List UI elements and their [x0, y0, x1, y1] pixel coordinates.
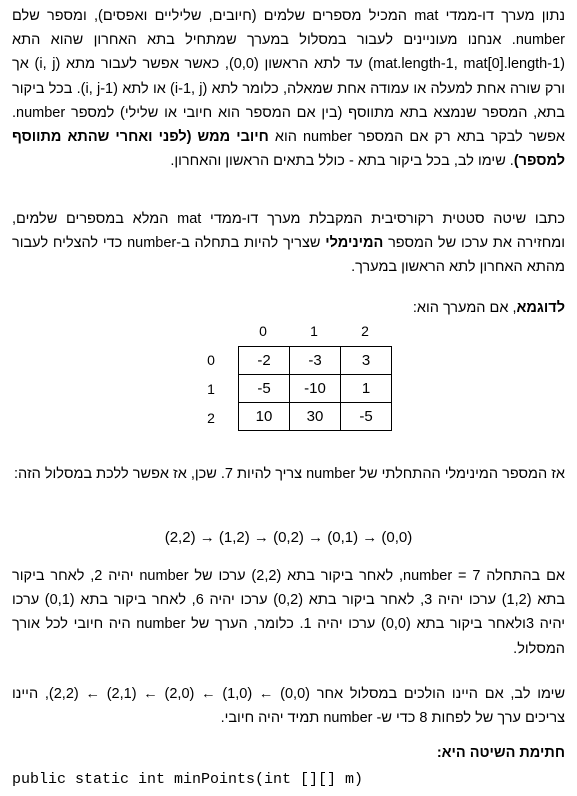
- example-label: [12, 296, 565, 320]
- matrix-cell: -10: [290, 375, 341, 403]
- column-header: 0: [259, 323, 267, 339]
- matrix-cell: -5: [239, 375, 290, 403]
- intro-end-text: . שימו לב, בכל ביקור בתא - כולל בתאים הראשון והאחרון.: [170, 153, 514, 170]
- result-paragraph: אז המספר המינימלי ההתחלתי של number צריך להיות 7. שכן, אז אפשר ללכת במסלול הזה:: [14, 466, 565, 482]
- example-label-bold: לדוגמא: [516, 300, 565, 316]
- matrix-row: [239, 375, 392, 403]
- intro-bold-text: חיובי ממש (לפני ואחרי שהתא מתווסף למספר): [12, 129, 565, 170]
- matrix-cell: -2: [239, 347, 290, 375]
- intro-paragraph: [12, 4, 565, 173]
- task-bold-text: המינימלי: [325, 235, 384, 252]
- row-header: 1: [207, 381, 215, 397]
- path-formula: (2,2) → (1,2) → (0,2) → (0,1) → (0,0): [164, 529, 413, 546]
- row-header: 2: [207, 410, 215, 426]
- task-text: כתבו שיטה סטטית רקורסיבית המקבלת מערך דו-ממדי mat המלא במספרים שלמים, ומחזירה את ערכו של המספר: [12, 211, 565, 252]
- matrix-cell: 1: [341, 375, 392, 403]
- matrix-row: [239, 403, 392, 431]
- example-label-rest: , אם המערך הוא:: [412, 300, 517, 316]
- note-paragraph: שימו לב, אם היינו הולכים במסלול אחר (0,0) ← (1,0) ← (2,0) ← (2,1) ← (2,2), היינו צריכים ערך של לפחות 8 כדי ש- number תמיד יהיה חיובי.: [12, 686, 566, 727]
- intro-text: נתון מערך דו-ממדי mat המכיל מספרים שלמים (חיובים, שליליים ואפסים), ומספר שלם number. אנחנו מעוניינים לעבור במסלול במערך שמתחיל בתא האחרון שהוא התא (mat.length-1, mat[0].length-1) עד לתא הראשון (0,0), כאשר אפשר לעבור מתא (i, j) אך ורק שורה אחת למעלה או עמודה אחת שמאלה, כלומר לתא (i-1, j) או לתא (i, j-1). בכל ביקור בתא, המספר שנמצא בתא מתווסף (בין אם המספר הוא חיובי או שלילי) למספר number. אפשר לבקר בתא רק אם המספר number הוא: [12, 8, 566, 146]
- matrix-cell: 30: [290, 403, 341, 431]
- matrix-cell: 3: [341, 347, 392, 375]
- example-matrix: [238, 346, 392, 431]
- matrix-cell: -5: [341, 403, 392, 431]
- signature-label: חתימת השיטה היא:: [436, 745, 565, 761]
- method-signature-code: public static int minPoints(int [][] m): [12, 771, 364, 788]
- row-header: 0: [207, 352, 215, 368]
- explanation-paragraph: אם בהתחלה number = 7, לאחר ביקור בתא (2,2) ערכו של number יהיה 2, לאחר ביקור בתא (1,2) ערכו יהיה 3, לאחר ביקור בתא (0,2) ערכו יהיה 6, לאחר ביקור בתא (0,1) ערכו יהיה 3ולאחר ביקור בתא (0,0) ערכו יהיה 1. כלומר, הערך של number היה חיובי לכל אורך המסלול.: [12, 568, 566, 657]
- column-header: 2: [361, 323, 369, 339]
- task-end-text: שצריך להיות בתחלה ב-number כדי להצליח לעבור מהתא האחרון לתא הראשון במערך.: [12, 235, 565, 276]
- matrix-cell: 10: [239, 403, 290, 431]
- matrix-cell: -3: [290, 347, 341, 375]
- matrix-row: [239, 347, 392, 375]
- column-header: 1: [310, 323, 318, 339]
- task-paragraph: [12, 207, 565, 280]
